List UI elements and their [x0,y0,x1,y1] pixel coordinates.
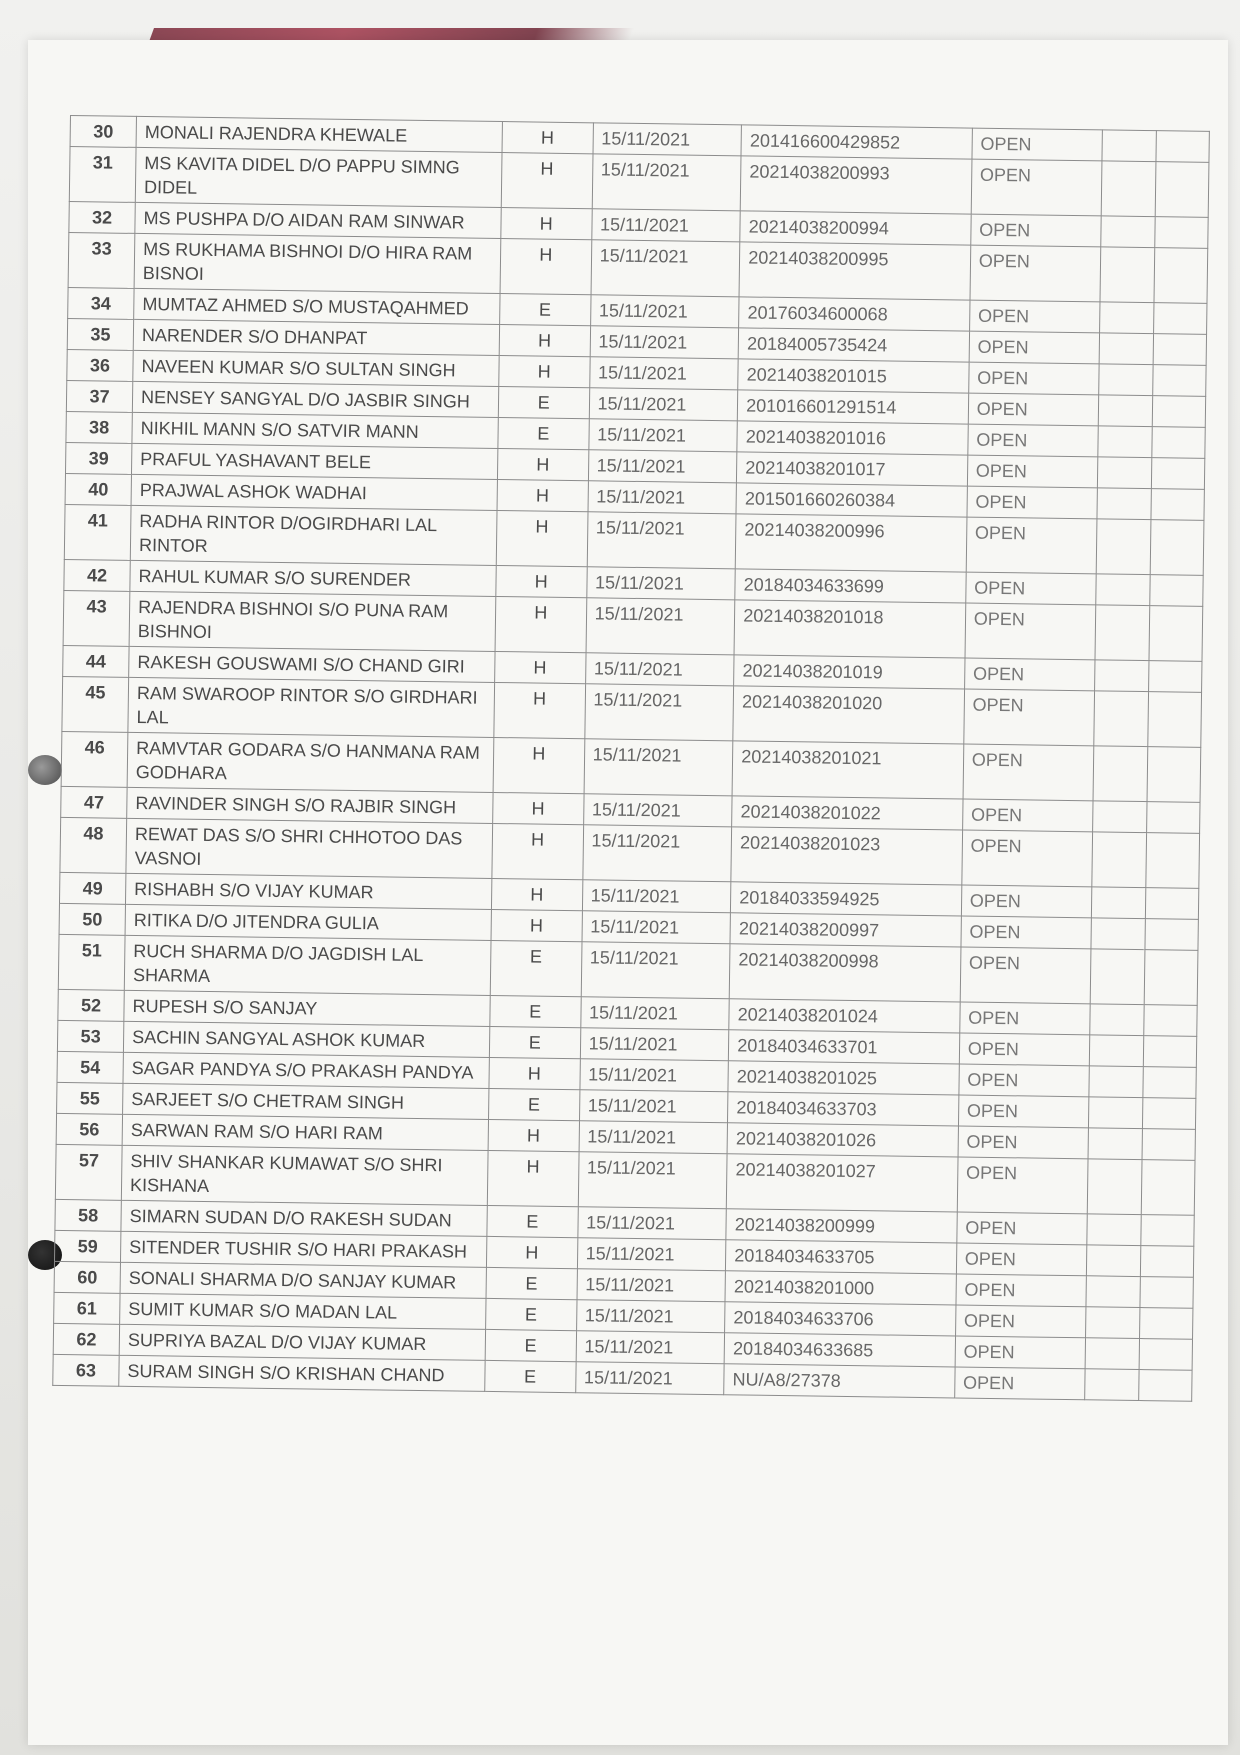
candidate-name-cell: RUPESH S/O SANJAY [124,990,490,1026]
blank-cell [1099,395,1153,427]
blank-cell [1149,575,1203,607]
blank-cell [1156,131,1210,163]
roll-number-cell: 20214038200997 [730,913,961,947]
date-cell: 15/11/2021 [578,1152,727,1209]
medium-cell: E [498,387,589,419]
date-cell: 15/11/2021 [576,1331,725,1364]
date-cell: 15/11/2021 [584,684,733,741]
candidate-name-cell: SIMARN SUDAN D/O RAKESH SUDAN [121,1200,487,1236]
medium-cell: H [494,651,585,683]
blank-cell [1147,692,1201,748]
candidate-name-cell: SAGAR PANDYA S/O PRAKASH PANDYA [123,1052,489,1088]
candidate-name-cell: MS RUKHAMA BISHNOI D/O HIRA RAM BISNOI [134,233,500,293]
medium-cell: H [500,239,592,295]
roll-number-cell: 20214038200998 [729,944,960,1002]
roll-number-cell: 20214038201021 [732,741,963,799]
date-cell: 15/11/2021 [593,123,742,156]
candidate-name-cell: SUMIT KUMAR S/O MADAN LAL [120,1293,486,1329]
date-cell: 15/11/2021 [591,240,740,297]
category-cell: OPEN [961,916,1092,949]
roll-number-cell: 20214038201017 [737,452,968,486]
category-cell: OPEN [957,1212,1088,1245]
medium-cell: H [501,208,592,240]
blank-cell [1098,457,1152,489]
category-cell: OPEN [962,830,1093,887]
medium-cell: H [492,823,584,879]
date-cell: 15/11/2021 [580,997,729,1030]
roll-number-cell: 20214038201026 [727,1123,958,1157]
date-cell: 15/11/2021 [586,598,735,655]
blank-cell [1091,949,1145,1005]
roster-body [53,116,1210,1402]
candidate-name-cell: SITENDER TUSHIR S/O HARI PRAKASH [121,1231,487,1267]
candidate-name-cell: RAM SWAROOP RINTOR S/O GIRDHARI LAL [128,677,494,737]
candidate-name-cell: NIKHIL MANN S/O SATVIR MANN [132,412,498,448]
medium-cell: H [487,1150,579,1206]
serial-number-cell: 46 [61,731,128,787]
roll-number-cell: 20214038200999 [726,1209,957,1243]
roll-number-cell: 20214038201024 [729,999,960,1033]
roll-number-cell: 20214038201027 [727,1154,958,1212]
blank-cell [1092,832,1146,888]
medium-cell: H [499,325,590,357]
table-sheet [47,115,1210,1755]
roll-number-cell: 20176034600068 [739,297,970,331]
medium-cell: H [497,449,588,481]
medium-cell: H [486,1236,577,1268]
blank-cell [1151,427,1205,459]
roll-number-cell: NU/A8/27378 [724,1364,955,1398]
serial-number-cell: 55 [57,1082,123,1114]
serial-number-cell: 47 [61,786,127,818]
candidate-name-cell: REWAT DAS S/O SHRI CHHOTOO DAS VASNOI [126,818,492,878]
blank-cell [1154,217,1208,249]
medium-cell: E [487,1205,578,1237]
candidate-name-cell: RAJENDRA BISHNOI S/O PUNA RAM BISHNOI [129,591,495,651]
roll-number-cell: 20214038200994 [740,211,971,245]
serial-number-cell: 31 [69,147,136,203]
medium-cell: E [490,995,581,1027]
blank-cell [1140,1277,1194,1309]
blank-cell [1143,1036,1197,1068]
serial-number-cell: 34 [68,287,134,319]
category-cell: OPEN [971,214,1102,247]
blank-cell [1095,605,1149,661]
roll-number-cell: 20214038200996 [735,514,966,572]
blank-cell [1143,1067,1197,1099]
serial-number-cell: 61 [54,1292,120,1324]
category-cell: OPEN [964,689,1095,746]
blank-cell [1091,918,1145,950]
roll-number-cell: 20214038201020 [733,686,964,744]
category-cell: OPEN [972,128,1103,161]
date-cell: 15/11/2021 [581,942,730,999]
serial-number-cell: 32 [69,201,135,233]
candidate-name-cell: PRAFUL YASHAVANT BELE [132,443,498,479]
candidate-name-cell: NAVEEN KUMAR S/O SULTAN SINGH [133,350,499,386]
medium-cell: E [498,418,589,450]
category-cell: OPEN [960,1002,1091,1035]
date-cell: 15/11/2021 [575,1362,724,1395]
category-cell: OPEN [969,300,1100,333]
candidate-name-cell: SUPRIYA BAZAL D/O VIJAY KUMAR [119,1324,485,1360]
blank-cell [1088,1128,1142,1160]
category-cell: OPEN [968,393,1099,426]
blank-cell [1102,130,1156,162]
date-cell: 15/11/2021 [585,653,734,686]
candidate-name-cell: SARJEET S/O CHETRAM SINGH [123,1083,489,1119]
date-cell: 15/11/2021 [577,1269,726,1302]
blank-cell [1145,833,1199,889]
date-cell: 15/11/2021 [588,450,737,483]
candidate-name-cell: SURAM SINGH S/O KRISHAN CHAND [119,1355,485,1391]
medium-cell: E [488,1088,579,1120]
serial-number-cell: 37 [66,380,132,412]
blank-cell [1090,1004,1144,1036]
serial-number-cell: 36 [67,349,133,381]
paper-sheet [28,40,1228,1745]
roll-number-cell: 20214038201022 [732,796,963,830]
medium-cell: H [488,1119,579,1151]
date-cell: 15/11/2021 [591,209,740,242]
date-cell: 15/11/2021 [588,481,737,514]
blank-cell [1152,396,1206,428]
medium-cell: H [494,682,586,738]
date-cell: 15/11/2021 [579,1090,728,1123]
roll-number-cell: 20184034633705 [726,1240,957,1274]
candidate-name-cell: NENSEY SANGYAL D/O JASBIR SINGH [132,381,498,417]
category-cell: OPEN [966,517,1097,574]
category-cell: OPEN [961,885,1092,918]
roll-number-cell: 20214038201016 [737,421,968,455]
candidate-name-cell: MUMTAZ AHMED S/O MUSTAQAHMED [134,288,500,324]
blank-cell [1139,1339,1193,1371]
blank-cell [1140,1246,1194,1278]
category-cell: OPEN [955,1305,1086,1338]
candidate-name-cell: SACHIN SANGYAL ASHOK KUMAR [123,1021,489,1057]
serial-number-cell: 62 [53,1323,119,1355]
candidate-name-cell: MS PUSHPA D/O AIDAN RAM SINWAR [135,202,501,238]
roll-number-cell: 20214038200995 [739,242,970,300]
candidate-name-cell: RISHABH S/O VIJAY KUMAR [126,873,492,909]
serial-number-cell: 53 [57,1020,123,1052]
blank-cell [1150,520,1204,576]
candidate-name-cell: RAVINDER SINGH S/O RAJBIR SINGH [127,787,493,823]
blank-cell [1094,691,1148,747]
serial-number-cell: 48 [60,817,127,873]
medium-cell: H [501,153,593,209]
medium-cell: H [496,565,587,597]
roll-number-cell: 201416600429852 [741,125,972,159]
medium-cell: E [485,1360,576,1392]
blank-cell [1089,1097,1143,1129]
category-cell: OPEN [965,603,1096,660]
blank-cell [1085,1369,1139,1401]
date-cell: 15/11/2021 [580,1059,729,1092]
category-cell: OPEN [957,1157,1088,1214]
serial-number-cell: 43 [63,590,130,646]
category-cell: OPEN [956,1274,1087,1307]
serial-number-cell: 41 [64,504,131,560]
serial-number-cell: 42 [64,559,130,591]
serial-number-cell: 60 [54,1261,120,1293]
roll-number-cell: 20214038201018 [734,600,965,658]
blank-cell [1099,364,1153,396]
date-cell: 15/11/2021 [580,1028,729,1061]
medium-cell: H [493,737,585,793]
medium-cell: E [499,294,590,326]
blank-cell [1142,1098,1196,1130]
category-cell: OPEN [962,799,1093,832]
blank-cell [1087,1245,1141,1277]
category-cell: OPEN [967,486,1098,519]
blank-cell [1093,801,1147,833]
category-cell: OPEN [959,1033,1090,1066]
category-cell: OPEN [968,362,1099,395]
roll-number-cell: 201016601291514 [738,390,969,424]
serial-number-cell: 45 [62,676,129,732]
roll-number-cell: 20214038201019 [734,655,965,689]
category-cell: OPEN [958,1126,1089,1159]
date-cell: 15/11/2021 [576,1300,725,1333]
medium-cell: H [496,510,588,566]
blank-cell [1095,660,1149,692]
blank-cell [1153,334,1207,366]
medium-cell: E [490,940,582,996]
serial-number-cell: 58 [55,1199,121,1231]
roll-number-cell: 20214038201023 [731,827,962,885]
candidate-name-cell: RAHUL KUMAR S/O SURENDER [130,560,496,596]
roll-number-cell: 20214038201000 [725,1271,956,1305]
blank-cell [1142,1129,1196,1161]
candidate-name-cell: NARENDER S/O DHANPAT [133,319,499,355]
serial-number-cell: 52 [58,989,124,1021]
blank-cell [1148,661,1202,693]
blank-cell [1097,488,1151,520]
date-cell: 15/11/2021 [583,794,732,827]
category-cell: OPEN [963,744,1094,801]
serial-number-cell: 40 [65,473,131,505]
blank-cell [1098,426,1152,458]
medium-cell: H [491,909,582,941]
blank-cell [1147,747,1201,803]
serial-number-cell: 33 [68,232,135,288]
medium-cell: H [499,356,590,388]
blank-cell [1153,303,1207,335]
blank-cell [1139,1308,1193,1340]
category-cell: OPEN [959,1064,1090,1097]
blank-cell [1101,216,1155,248]
candidate-name-cell: RAKESH GOUSWAMI S/O CHAND GIRI [129,646,495,682]
roll-number-cell: 20214038201025 [728,1061,959,1095]
roll-number-cell: 20184034633706 [725,1302,956,1336]
medium-cell: E [489,1026,580,1058]
roll-number-cell: 201501660260384 [736,483,967,517]
blank-cell [1145,888,1199,920]
date-cell: 15/11/2021 [589,357,738,390]
date-cell: 15/11/2021 [589,388,738,421]
serial-number-cell: 63 [53,1354,119,1386]
blank-cell [1092,887,1146,919]
blank-cell [1152,365,1206,397]
medium-cell: E [485,1329,576,1361]
serial-number-cell: 50 [59,903,125,935]
category-cell: OPEN [956,1243,1087,1276]
blank-cell [1155,162,1209,218]
date-cell: 15/11/2021 [582,880,731,913]
medium-cell: H [502,122,593,154]
medium-cell: E [485,1298,576,1330]
blank-cell [1143,1005,1197,1037]
candidate-name-cell: SHIV SHANKAR KUMAWAT S/O SHRI KISHANA [121,1145,487,1205]
blank-cell [1144,950,1198,1006]
serial-number-cell: 39 [65,442,131,474]
candidate-name-cell: SONALI SHARMA D/O SANJAY KUMAR [120,1262,486,1298]
candidate-name-cell: RUCH SHARMA D/O JAGDISH LAL SHARMA [124,935,490,995]
category-cell: OPEN [968,424,1099,457]
medium-cell: H [491,878,582,910]
serial-number-cell: 49 [59,872,125,904]
date-cell: 15/11/2021 [577,1207,726,1240]
category-cell: OPEN [970,245,1101,302]
punch-hole [28,755,62,785]
blank-cell [1088,1159,1142,1215]
date-cell: 15/11/2021 [588,419,737,452]
date-cell: 15/11/2021 [582,825,731,882]
serial-number-cell: 57 [55,1144,122,1200]
roll-number-cell: 20184033594925 [731,882,962,916]
candidate-name-cell: SARWAN RAM S/O HARI RAM [122,1114,488,1150]
date-cell: 15/11/2021 [584,739,733,796]
serial-number-cell: 30 [70,116,136,148]
serial-number-cell: 38 [66,411,132,443]
blank-cell [1151,458,1205,490]
candidate-name-cell: MS KAVITA DIDEL D/O PAPPU SIMNG DIDEL [135,147,501,207]
blank-cell [1100,302,1154,334]
blank-cell [1145,919,1199,951]
category-cell: OPEN [966,572,1097,605]
category-cell: OPEN [960,947,1091,1004]
blank-cell [1085,1338,1139,1370]
date-cell: 15/11/2021 [582,911,731,944]
blank-cell [1151,489,1205,521]
roll-number-cell: 20184034633685 [724,1333,955,1367]
roll-number-cell: 20184034633701 [729,1030,960,1064]
blank-cell [1097,519,1151,575]
blank-cell [1087,1214,1141,1246]
roster-table [52,115,1210,1402]
blank-cell [1138,1370,1192,1402]
category-cell: OPEN [955,1336,1086,1369]
date-cell: 15/11/2021 [590,326,739,359]
date-cell: 15/11/2021 [577,1238,726,1271]
serial-number-cell: 56 [56,1113,122,1145]
roll-number-cell: 20214038200993 [740,156,971,214]
medium-cell: H [495,596,587,652]
blank-cell [1099,333,1153,365]
category-cell: OPEN [969,331,1100,364]
candidate-name-cell: PRAJWAL ASHOK WADHAI [131,474,497,510]
date-cell: 15/11/2021 [586,567,735,600]
roll-number-cell: 20214038201015 [738,359,969,393]
medium-cell: H [497,480,588,512]
blank-cell [1102,161,1156,217]
serial-number-cell: 35 [67,318,133,350]
serial-number-cell: 44 [63,645,129,677]
medium-cell: H [489,1057,580,1089]
blank-cell [1086,1307,1140,1339]
blank-cell [1086,1276,1140,1308]
blank-cell [1140,1215,1194,1247]
category-cell: OPEN [967,455,1098,488]
serial-number-cell: 54 [57,1051,123,1083]
date-cell: 15/11/2021 [587,512,736,569]
serial-number-cell: 51 [58,934,125,990]
blank-cell [1141,1160,1195,1216]
blank-cell [1090,1035,1144,1067]
category-cell: OPEN [971,159,1102,216]
candidate-name-cell: RITIKA D/O JITENDRA GULIA [125,904,491,940]
serial-number-cell: 59 [54,1230,120,1262]
roll-number-cell: 20184034633703 [728,1092,959,1126]
category-cell: OPEN [964,658,1095,691]
blank-cell [1154,248,1208,304]
blank-cell [1089,1066,1143,1098]
candidate-name-cell: RADHA RINTOR D/OGIRDHARI LAL RINTOR [130,505,496,565]
roll-number-cell: 20184005735424 [738,328,969,362]
date-cell: 15/11/2021 [579,1121,728,1154]
blank-cell [1096,574,1150,606]
medium-cell: H [492,792,583,824]
roll-number-cell: 20184034633699 [735,569,966,603]
category-cell: OPEN [958,1095,1089,1128]
blank-cell [1093,746,1147,802]
date-cell: 15/11/2021 [590,295,739,328]
candidate-name-cell: MONALI RAJENDRA KHEWALE [136,116,502,152]
blank-cell [1100,247,1154,303]
medium-cell: E [486,1267,577,1299]
blank-cell [1146,802,1200,834]
category-cell: OPEN [954,1367,1085,1400]
blank-cell [1149,606,1203,662]
candidate-name-cell: RAMVTAR GODARA S/O HANMANA RAM GODHARA [127,732,493,792]
date-cell: 15/11/2021 [592,154,741,211]
